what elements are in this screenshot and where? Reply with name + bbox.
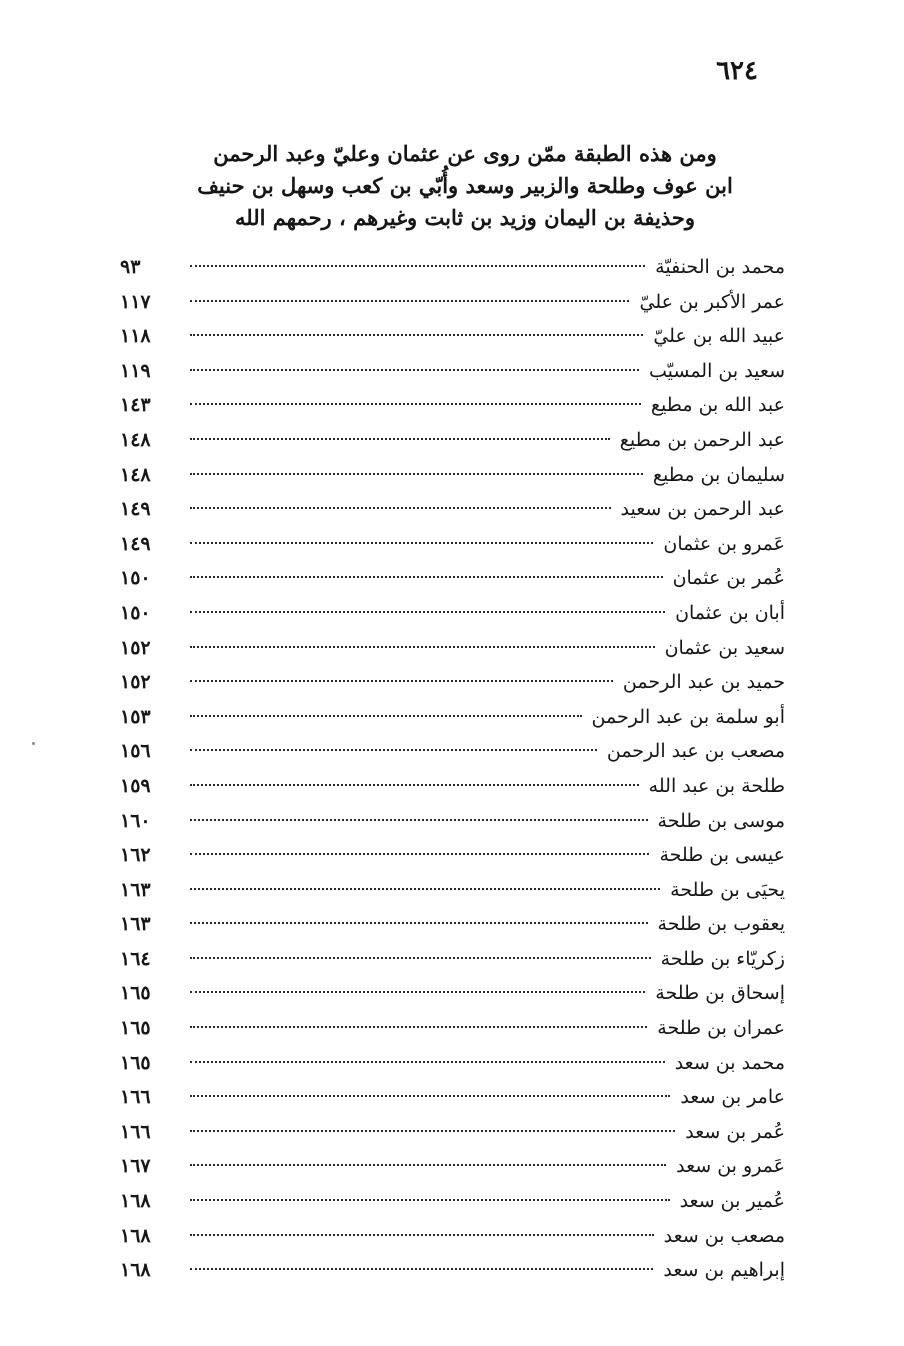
dot-leader [190, 646, 655, 648]
page-number: ٦٢٤ [716, 56, 758, 86]
toc-entry [120, 1080, 785, 1115]
toc-entry-page: ١٦٤ [120, 947, 151, 970]
toc-entry [120, 1115, 785, 1150]
toc-entry [120, 942, 785, 977]
dot-leader [190, 1095, 670, 1097]
toc-entry [120, 1219, 785, 1254]
toc-entry [120, 285, 785, 320]
toc-entry-page: ١٦٢ [120, 844, 151, 867]
toc-entry-page: ١٦٧ [120, 1155, 151, 1178]
dot-leader [190, 1130, 675, 1132]
toc-entry-page: ١٤٣ [120, 394, 151, 417]
toc-entry-page: ١٦٥ [120, 1051, 151, 1074]
toc-entry [120, 1253, 785, 1288]
toc-entry-name: موسى بن طلحة [657, 809, 785, 832]
toc-entry-name: أبان بن عثمان [675, 601, 785, 624]
toc-entry-page: ١٤٩ [120, 532, 151, 555]
toc-entry [120, 665, 785, 700]
dot-leader [190, 542, 653, 544]
toc-entry-name: يعقوب بن طلحة [657, 913, 785, 936]
toc-entry-name: يحيَى بن طلحة [670, 878, 785, 901]
dot-leader [190, 888, 660, 890]
toc-entry [120, 1046, 785, 1081]
toc-entry-page: ١٦٦ [120, 1120, 151, 1143]
toc-entry [120, 423, 785, 458]
toc-entry-page: ١٦٨ [120, 1259, 151, 1282]
toc-entry-name: عُمر بن سعد [685, 1120, 785, 1143]
dot-leader [190, 749, 597, 751]
toc-entry-page: ١٥٠ [120, 567, 151, 590]
dot-leader [190, 715, 582, 717]
toc-entry [120, 873, 785, 908]
toc-entry-page: ١٥٠ [120, 601, 151, 624]
toc-entry [120, 734, 785, 769]
toc-entry-name: أبو سلمة بن عبد الرحمن [591, 705, 785, 728]
toc-entry-name: محمد بن الحنفيّة [655, 256, 785, 278]
dot-leader [190, 265, 645, 267]
toc-entry-page: ١١٧ [120, 290, 151, 313]
toc-entry-name: سليمان بن مطيع [652, 463, 785, 486]
toc-entry-name: عبيد الله بن عليّ [653, 325, 785, 348]
toc-entry-name: عَمرو بن عثمان [663, 532, 785, 555]
toc-entry [120, 250, 785, 285]
toc-entry-name: إبراهيم بن سعد [663, 1259, 785, 1282]
toc-entry-name: مصعب بن عبد الرحمن [606, 740, 785, 763]
dot-leader [190, 1234, 654, 1236]
toc-entry [120, 838, 785, 873]
dot-leader [190, 438, 610, 440]
toc-entry-name: عُمر بن عثمان [672, 567, 785, 590]
dot-leader [190, 1026, 647, 1028]
dot-leader [190, 853, 649, 855]
table-of-contents [120, 250, 785, 1288]
toc-entry-page: ١٦٥ [120, 1017, 151, 1040]
dot-leader [190, 991, 645, 993]
dot-leader [190, 784, 639, 786]
toc-entry [120, 319, 785, 354]
toc-entry-name: حميد بن عبد الرحمن [622, 671, 785, 694]
toc-entry [120, 527, 785, 562]
dot-leader [190, 334, 643, 336]
toc-entry-page: ١٥٢ [120, 636, 151, 659]
toc-entry-page: ٩٣ [120, 256, 141, 278]
toc-entry-name: سعيد بن المسيّب [648, 359, 785, 382]
dot-leader [190, 1199, 670, 1201]
toc-entry-page: ١٦٨ [120, 1224, 151, 1247]
toc-entry [120, 1011, 785, 1046]
heading-line: ابن عوف وطلحة والزبير وسعد وأُبّي بن كعب وسهل بن حنيف [197, 173, 733, 198]
dot-leader [190, 1268, 653, 1270]
toc-entry-page: ١٥٦ [120, 740, 151, 763]
toc-entry [120, 769, 785, 804]
toc-entry [120, 388, 785, 423]
toc-entry-page: ١٦٠ [120, 809, 151, 832]
dot-leader [190, 507, 611, 509]
dot-leader [190, 576, 663, 578]
toc-entry [120, 458, 785, 493]
toc-entry [120, 1149, 785, 1184]
toc-entry [120, 561, 785, 596]
toc-entry-page: ١٥٣ [120, 705, 151, 728]
toc-entry-page: ١١٩ [120, 359, 151, 382]
toc-entry-page: ١٦٣ [120, 878, 151, 901]
toc-entry-name: زكريّاء بن طلحة [660, 947, 785, 970]
toc-entry [120, 492, 785, 527]
dot-leader [190, 1061, 665, 1063]
dot-leader [190, 957, 651, 959]
toc-entry-name: عبد الله بن مطيع [650, 394, 785, 417]
toc-entry [120, 596, 785, 631]
toc-entry [120, 631, 785, 666]
toc-entry-page: ١٥٩ [120, 774, 151, 797]
toc-entry-name: سعيد بن عثمان [664, 636, 785, 659]
toc-entry-name: عيسى بن طلحة [659, 844, 785, 867]
toc-entry-name: عمر الأكبر بن عليّ [639, 290, 785, 313]
toc-entry-page: ١٤٩ [120, 498, 151, 521]
toc-entry-name: مصعب بن سعد [663, 1224, 785, 1247]
dot-leader [190, 473, 643, 475]
toc-entry-name: عامر بن سعد [680, 1086, 785, 1109]
toc-entry-page: ١٤٨ [120, 428, 151, 451]
toc-entry [120, 700, 785, 735]
toc-entry-name: عبد الرحمن بن مطيع [619, 428, 785, 451]
toc-entry [120, 804, 785, 839]
toc-entry-page: ١٦٨ [120, 1190, 151, 1213]
toc-entry [120, 354, 785, 389]
dot-leader [190, 369, 639, 371]
scan-speck [32, 742, 35, 745]
dot-leader [190, 922, 648, 924]
toc-entry-name: طلحة بن عبد الله [648, 774, 785, 797]
toc-entry [120, 976, 785, 1011]
heading-line: وحذيفة بن اليمان وزيد بن ثابت وغيرهم ، رحمهم الله [235, 205, 695, 230]
toc-entry-name: عَمرو بن سعد [676, 1155, 785, 1178]
toc-entry [120, 1184, 785, 1219]
toc-entry-name: عبد الرحمن بن سعيد [620, 498, 785, 521]
dot-leader [190, 1164, 666, 1166]
heading-line: ومن هذه الطبقة ممّن روى عن عثمان وعليّ وعبد الرحمن [213, 141, 717, 166]
toc-entry-name: محمد بن سعد [674, 1051, 785, 1074]
section-heading [150, 138, 780, 234]
toc-entry-page: ١٦٦ [120, 1086, 151, 1109]
toc-entry [120, 907, 785, 942]
toc-entry-page: ١٤٨ [120, 463, 151, 486]
dot-leader [190, 819, 648, 821]
toc-entry-page: ١٦٥ [120, 982, 151, 1005]
dot-leader [190, 611, 665, 613]
toc-entry-name: عمران بن طلحة [657, 1017, 785, 1040]
dot-leader [190, 680, 613, 682]
toc-entry-page: ١١٨ [120, 325, 151, 348]
toc-entry-name: عُمير بن سعد [679, 1190, 785, 1213]
toc-entry-page: ١٦٣ [120, 913, 151, 936]
toc-entry-page: ١٥٢ [120, 671, 151, 694]
toc-entry-name: إسحاق بن طلحة [655, 982, 785, 1005]
dot-leader [190, 403, 641, 405]
dot-leader [190, 300, 629, 302]
